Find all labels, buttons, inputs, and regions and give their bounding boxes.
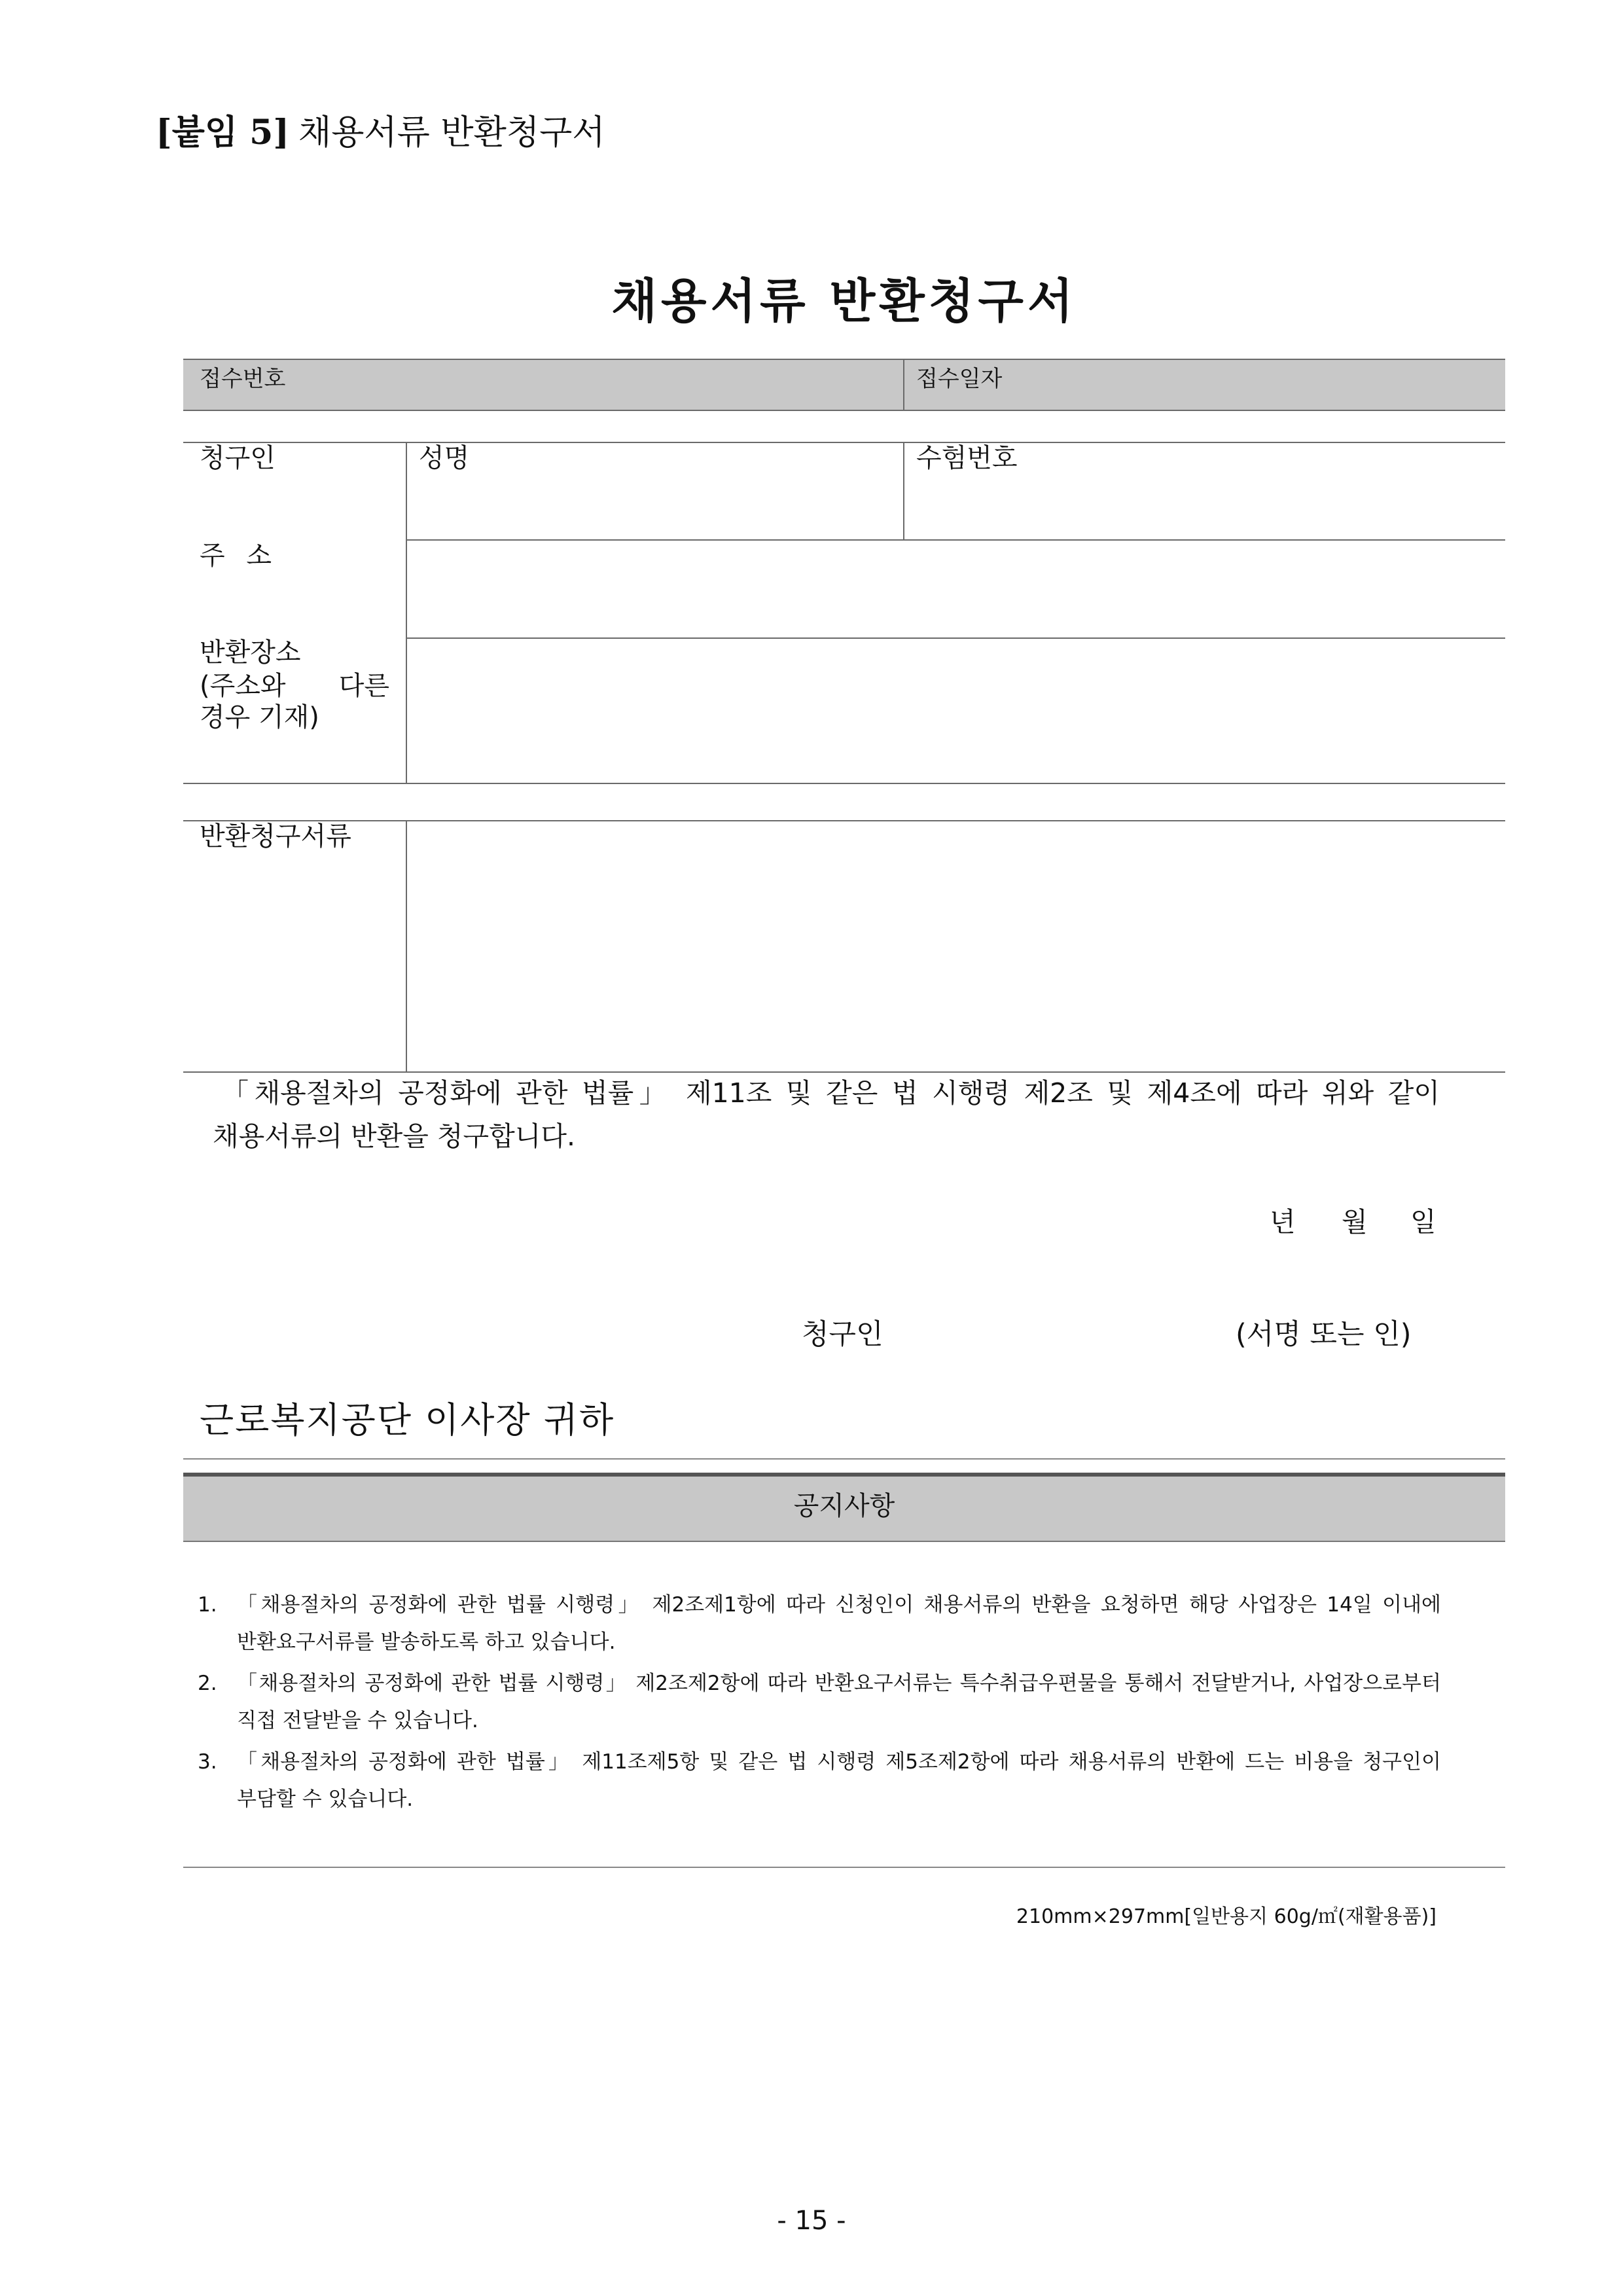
claimant-label: 청구인 xyxy=(200,443,276,473)
year-label: 년 xyxy=(1270,1206,1296,1238)
paper-spec: 210mm×297mm[일반용지 60g/㎡(재활용품)] xyxy=(1016,1905,1436,1928)
receipt-top-border xyxy=(183,359,1505,360)
receipt-divider xyxy=(903,359,904,410)
attachment-title: 채용서류 반환청구서 xyxy=(298,113,605,152)
address-label: 주 소 xyxy=(200,541,278,571)
form-title: 채용서류 반환청구서 xyxy=(611,274,1077,329)
receipt-bottom-border xyxy=(183,410,1505,411)
declaration-text: 「채용절차의 공정화에 관한 법률」 제11조 및 같은 법 시행령 제2조 및 제4조에 따라 위와 같이 채용서류의 반환을 청구합니다. xyxy=(213,1077,1440,1152)
signature-label: (서명 또는 인) xyxy=(1236,1318,1412,1351)
month-label: 월 xyxy=(1342,1206,1368,1238)
notice-list xyxy=(198,1587,1441,1818)
notice-thin-rule xyxy=(183,1458,1505,1460)
receipt-number-label: 접수번호 xyxy=(200,366,286,392)
notice-item-number: 3. xyxy=(198,1750,217,1774)
recipient: 근로복지공단 이사장 귀하 xyxy=(200,1399,615,1441)
name-row-bottom-border xyxy=(406,539,1505,541)
attachment-number: [붙임 5] xyxy=(156,113,289,152)
exam-number-label: 수험번호 xyxy=(916,443,1018,473)
return-place-label: 반환장소 xyxy=(200,637,301,668)
address-row-bottom-border xyxy=(406,637,1505,639)
return-place-note: (주소와 다른 경우 기재) xyxy=(200,671,389,732)
attachment-heading xyxy=(156,110,605,156)
notice-item-number: 2. xyxy=(198,1672,217,1695)
notice-item xyxy=(198,1665,1441,1740)
page-number: - 15 - xyxy=(777,2206,846,2236)
receipt-date-label: 접수일자 xyxy=(916,366,1003,392)
table-bottom-border xyxy=(183,783,1505,784)
notice-item xyxy=(198,1587,1441,1661)
table-top-border xyxy=(183,442,1505,443)
name-exam-divider xyxy=(903,442,904,539)
notice-item-text: 「채용절차의 공정화에 관한 법률」 제11조제5항 및 같은 법 시행령 제5조제2항에 따라 채용서류의 반환에 드는 비용을 청구인이 부담할 수 있습니다. xyxy=(237,1750,1441,1811)
label-column-divider xyxy=(406,442,407,783)
notice-title: 공지사항 xyxy=(793,1491,895,1521)
notice-item xyxy=(198,1744,1441,1818)
documents-top-border xyxy=(183,820,1505,821)
day-label: 일 xyxy=(1410,1206,1436,1238)
claimant-sign-label: 청구인 xyxy=(802,1318,883,1351)
receipt-background xyxy=(183,359,1505,410)
name-label: 성명 xyxy=(419,443,470,473)
notice-item-text: 「채용절차의 공정화에 관한 법률 시행령」 제2조제1항에 따라 신청인이 채용서류의 반환을 요청하면 해당 사업장은 14일 이내에 반환요구서류를 발송하도록 하고 있습니다. xyxy=(237,1593,1441,1654)
notice-bottom-rule xyxy=(183,1867,1505,1868)
notice-item-text: 「채용절차의 공정화에 관한 법률 시행령」 제2조제2항에 따라 반환요구서류는 특수취급우편물을 통해서 전달받거나, 사업장으로부터 직접 전달받을 수 있습니다. xyxy=(237,1672,1441,1732)
documents-column-divider xyxy=(406,820,407,1071)
documents-label: 반환청구서류 xyxy=(200,821,351,852)
notice-item-number: 1. xyxy=(198,1593,217,1617)
